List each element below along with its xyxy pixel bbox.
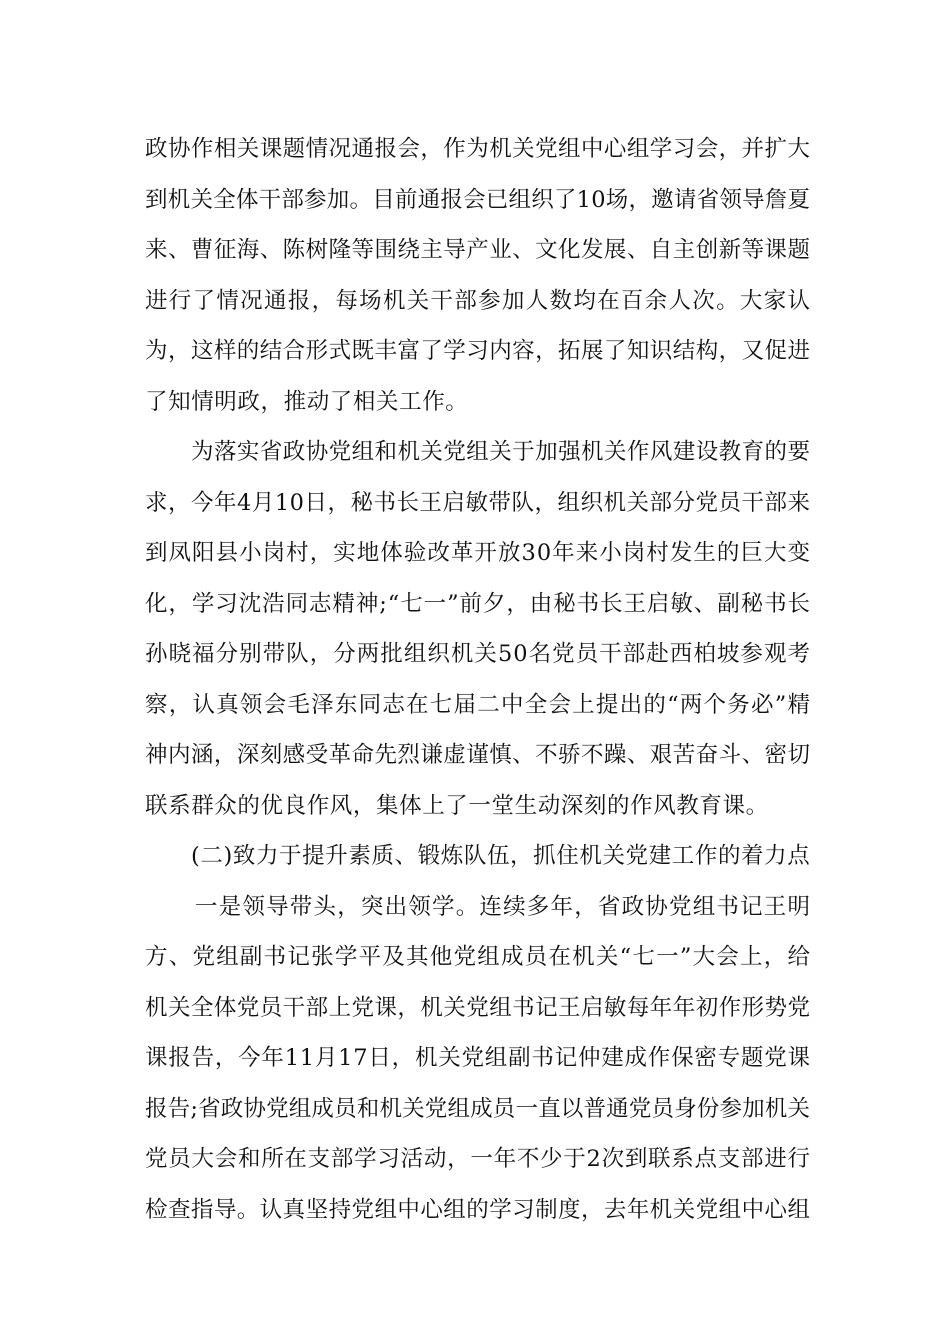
text-line: 检查指导。认真坚持党组中心组的学习制度，去年机关党组中心组	[145, 1196, 811, 1223]
text-line: 到机关全体干部参加。目前通报会已组织了10场，邀请省领导詹夏	[145, 186, 811, 213]
text-line: 来、曹征海、陈树隆等围绕主导产业、文化发展、自主创新等课题	[145, 237, 811, 263]
text-line: 方、党组副书记张学平及其他党组成员在机关“七一”大会上，给	[145, 944, 812, 970]
text-line: 孙晓福分别带队，分两批组织机关50名党员干部赴西柏坡参观考	[145, 641, 812, 667]
text-line: 化，学习沈浩同志精神;“七一”前夕，由秘书长王启敏、副秘书长	[145, 590, 811, 617]
text-line: 为，这样的结合形式既丰富了学习内容，拓展了知识结构，又促进	[145, 338, 811, 364]
body-text	[145, 124, 810, 1235]
section-heading: (二)致力于提升素质、锻炼队伍，抓住机关党建工作的着力点	[191, 843, 811, 869]
text-line: 课报告，今年11月17日，机关党组副书记仲建成作保密专题党课	[145, 1045, 811, 1071]
text-line: 到凤阳县小岗村，实地体验改革开放30年来小岗村发生的巨大变	[145, 540, 812, 566]
paragraph-first-line: 为落实省政协党组和机关党组关于加强机关作风建设教育的要	[191, 439, 811, 465]
text-line: 党员大会和所在支部学习活动，一年不少于2次到联系点支部进行	[145, 1146, 811, 1172]
text-line: 机关全体党员干部上党课，机关党组书记王启敏每年年初作形势党	[145, 994, 811, 1021]
text-line: 联系群众的优良作风，集体上了一堂生动深刻的作风教育课。	[145, 792, 769, 819]
text-line: 求，今年4月10日，秘书长王启敏带队，组织机关部分党员干部来	[145, 489, 811, 516]
text-line: 报告;省政协党组成员和机关党组成员一直以普通党员身份参加机关	[145, 1095, 811, 1122]
text-line: 察，认真领会毛泽东同志在七届二中全会上提出的“两个务必”精	[145, 691, 812, 718]
text-line: 了知情明政，推动了相关工作。	[145, 388, 469, 415]
text-line: 进行了情况通报，每场机关干部参加人数均在百余人次。大家认	[145, 287, 812, 314]
text-line: 神内涵，深刻感受革命先烈谦虚谨慎、不骄不躁、艰苦奋斗、密切	[145, 742, 811, 768]
text-line: 政协作相关课题情况通报会，作为机关党组中心组学习会，并扩大	[145, 136, 811, 162]
paragraph-first-line: 一是领导带头，突出领学。连续多年，省政协党组书记王明	[195, 893, 812, 920]
